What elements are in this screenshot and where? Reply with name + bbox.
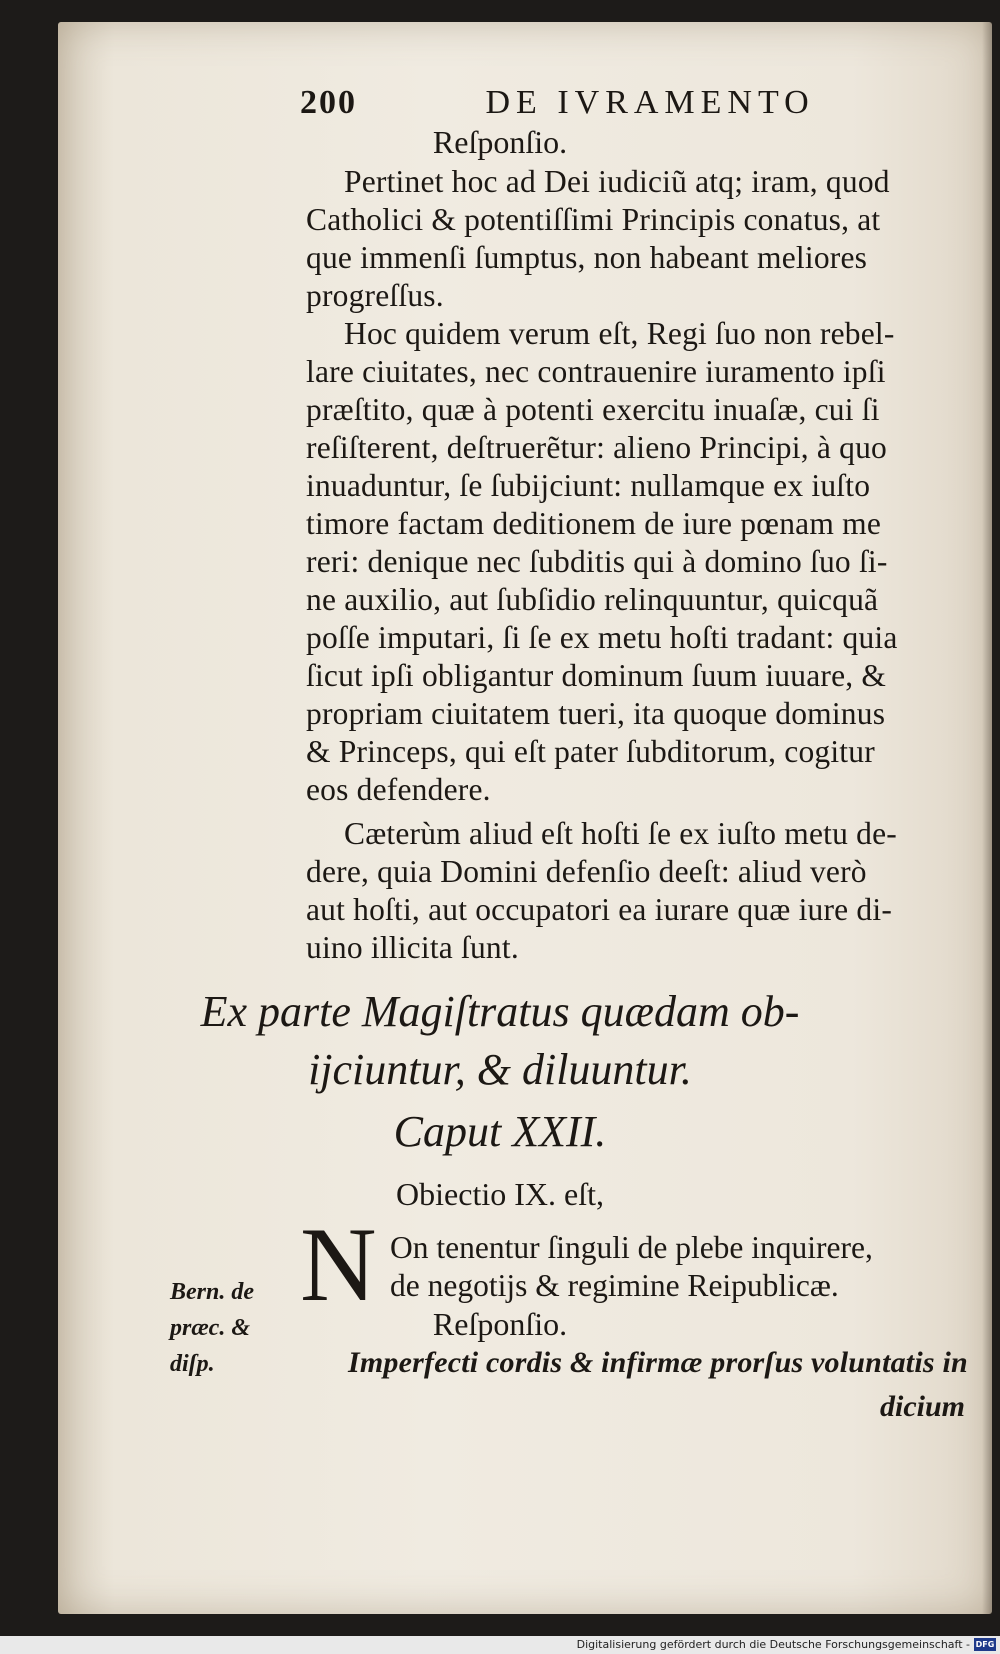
- chapter-number: Caput XXII.: [393, 1107, 607, 1156]
- response-heading: Reſponſio.: [432, 1306, 568, 1342]
- marginal-note-line: Bern. de: [170, 1279, 254, 1305]
- paragraph-2-line: ſicut ipſi obligantur dominum ſuum iuuare, &: [306, 658, 887, 693]
- paragraph-2-line: Hoc quidem verum eſt, Regi ſuo non rebel-: [344, 316, 895, 351]
- paragraph-2-line: ne auxilio, aut ſubſidio relinquuntur, quicquã: [306, 582, 879, 617]
- paragraph-3-line: uino illicita ſunt.: [306, 930, 519, 965]
- chapter-title-line: ijciuntur, & diluuntur.: [308, 1045, 692, 1094]
- paragraph-1-line: progreſſus.: [306, 278, 444, 313]
- paragraph-2-line: eos defendere.: [306, 772, 491, 807]
- response-heading: Reſponſio.: [432, 124, 568, 160]
- funding-note: Digitalisierung gefördert durch die Deutsche Forschungsgemeinschaft -: [576, 1638, 970, 1651]
- paragraph-1-line: Pertinet hoc ad Dei iudiciũ atq; iram, quod: [344, 164, 890, 199]
- paragraph-1-line: que immenſi ſumptus, non habeant meliores: [306, 240, 868, 275]
- paragraph-3-line: aut hoſti, aut occupatori ea iurare quæ iure di-: [306, 892, 893, 927]
- drop-cap-initial: N: [300, 1206, 377, 1323]
- dfg-logo: DFG: [975, 1640, 995, 1649]
- digitization-footer: [0, 1636, 1000, 1654]
- paragraph-2-line: propriam ciuitatem tueri, ita quoque dominus: [306, 696, 886, 731]
- paragraph-3-line: Cæterùm aliud eſt hoſti ſe ex iuſto metu de-: [344, 816, 897, 851]
- marginal-note: [170, 1274, 254, 1382]
- objection-line: de negotijs & regimine Reipublicæ.: [390, 1268, 839, 1303]
- marginal-note-line: præc. &: [170, 1315, 250, 1341]
- paragraph-2-line: poſſe imputari, ſi ſe ex metu hoſti tradant: quia: [306, 620, 898, 655]
- running-title: DE IVRAMENTO: [485, 84, 815, 121]
- paragraph-2-line: inuaduntur, ſe ſubijciunt: nullamque ex iuſto: [306, 468, 871, 503]
- paragraph-2-line: & Princeps, qui eſt pater ſubditorum, cogitur: [306, 734, 875, 769]
- paragraph-1-line: Catholici & potentiſſimi Principis conatus, at: [306, 202, 881, 237]
- marginal-note-line: diſp.: [170, 1351, 215, 1377]
- page-number: 200: [300, 84, 357, 121]
- response-line: Imperfecti cordis & infirmæ prorſus voluntatis in: [348, 1346, 968, 1379]
- objection-line: On tenentur ſinguli de plebe inquirere,: [390, 1230, 873, 1265]
- paragraph-2-line: timore factam deditionem de iure pœnam me: [306, 506, 881, 541]
- paragraph-2-line: reri: denique nec ſubditis qui à domino ſuo ſi-: [306, 544, 888, 579]
- catchword: dicium: [880, 1390, 966, 1423]
- paragraph-2-line: præſtito, quæ à potenti exercitu inuaſæ, cui ſi: [306, 392, 880, 427]
- paragraph-2-line: reſiſterent, deſtruerẽtur: alieno Principi, à quo: [306, 430, 887, 465]
- paragraph-3-line: dere, quia Domini defenſio deeſt: aliud verò: [306, 854, 867, 889]
- objection-heading: Obiectio IX. eſt,: [396, 1176, 604, 1212]
- running-head: [300, 84, 815, 122]
- chapter-title-line: Ex parte Magiſtratus quædam ob-: [200, 987, 800, 1036]
- paragraph-2-line: lare ciuitates, nec contrauenire iuramento ipſi: [306, 354, 886, 389]
